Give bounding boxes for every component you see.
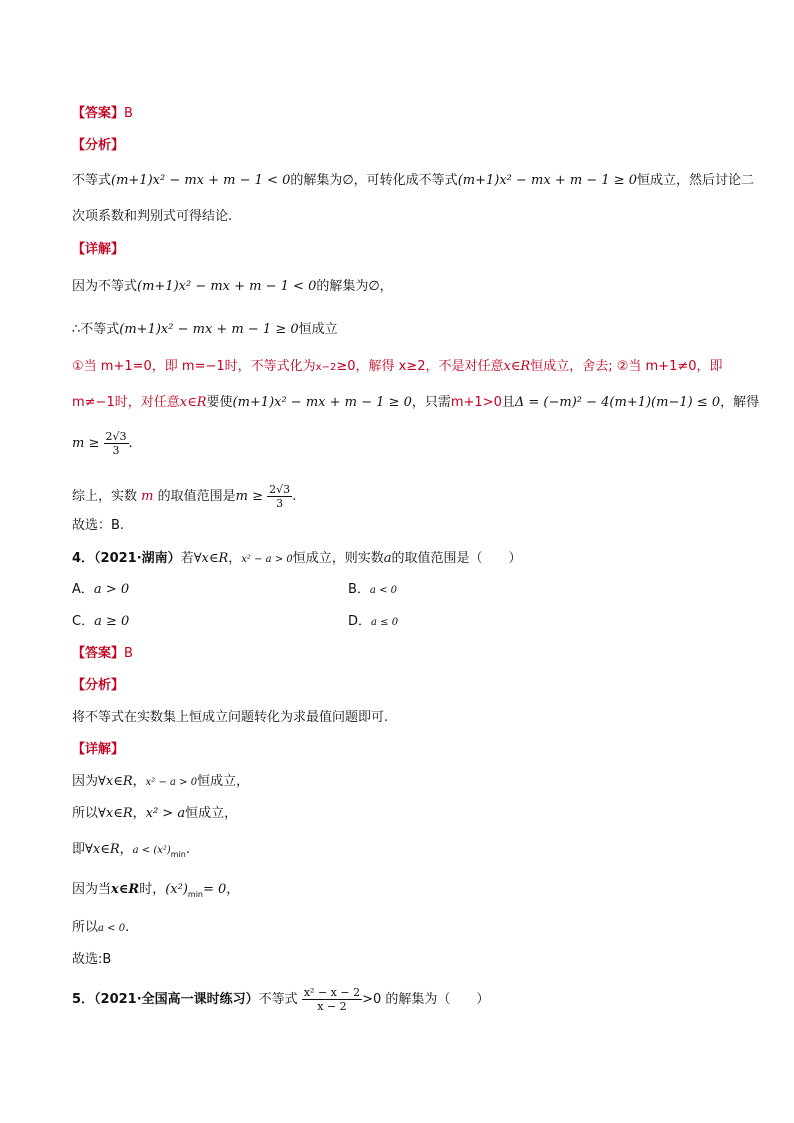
question-5-stem: 5．（2021·全国高一课时练习）不等式 $\frac{\text{x² − x − 2}}{x - 2}$ >0 的解集为（ ）: [72, 986, 490, 1013]
analysis-label: 【分析】: [72, 138, 125, 153]
q4-detail-line-5: 所以a < 0.: [72, 920, 130, 935]
q4-detail-line-3: 即∀x∈R，$a < (x^2)_{min}$.: [72, 842, 191, 859]
discriminant: Δ = (−m)² − 4(m+1)(m−1) ≤ 0: [514, 395, 721, 410]
option-d[interactable]: D．a ≤ 0: [348, 614, 399, 629]
choose-line: 故选：B.: [72, 518, 125, 533]
analysis-line-1: 不等式(m+1)x² − mx + m − 1 < 0的解集为∅，可转化成不等式(m+1)x² − mx + m − 1 ≥ 0恒成立，然后讨论二: [72, 173, 755, 188]
detail-label: 【详解】: [72, 242, 125, 257]
answer-row: [72, 104, 133, 124]
answer-value: B: [124, 106, 133, 121]
q4-detail-label: 【详解】: [72, 742, 125, 757]
result-m: m ≥ $\frac{2√3}{3}$ .: [72, 430, 133, 457]
analysis-line-2: 次项系数和判别式可得结论.: [72, 209, 233, 224]
option-b[interactable]: B．a < 0: [348, 582, 397, 597]
q4-detail-line-4: 因为当x∈R时，$(x^2)_{min}= 0$，: [72, 882, 240, 899]
q4-detail-line-2: 所以∀x∈R，x² > a恒成立，: [72, 806, 238, 821]
detail-line-2: ∴不等式(m+1)x² − mx + m − 1 ≥ 0恒成立: [72, 322, 338, 337]
option-a[interactable]: A．a > 0: [72, 582, 130, 597]
q4-choose: 故选:B: [72, 952, 112, 967]
fraction: $\frac{\text{x² − x − 2}}{x - 2}$: [303, 986, 361, 1013]
q4-answer-row: 【答案】B: [72, 646, 133, 661]
detail-line-1: 因为不等式(m+1)x² − mx + m − 1 < 0的解集为∅，: [72, 279, 393, 294]
answer-label: 【答案】: [72, 106, 125, 121]
case-line-1: ①当 m+1=0，即 m=−1时，不等式化为x−2≥0，解得 x≥2，不是对任意x∈R恒成立，舍去; ②当 m+1≠0，即: [72, 359, 723, 374]
case-line-2: m≠−1时，对任意x∈R要使(m+1)x² − mx + m − 1 ≥ 0，只需m+1>0且Δ = (−m)² − 4(m+1)(m−1) ≤ 0，解得: [72, 395, 760, 410]
fraction: $\frac{2√3}{3}$: [105, 430, 127, 457]
fraction: $\frac{2√3}{3}$: [269, 483, 291, 510]
option-c[interactable]: C．a ≥ 0: [72, 614, 130, 629]
q4-detail-line-1: 因为∀x∈R，x² − a > 0恒成立，: [72, 774, 250, 789]
inequality-lt: (m+1)x² − mx + m − 1 < 0: [111, 173, 291, 188]
question-4-stem: 4．（2021·湖南）若∀x∈R，x² − a > 0恒成立，则实数a的取值范围是（ ）: [72, 551, 522, 566]
inequality-ge: (m+1)x² − mx + m − 1 ≥ 0: [457, 173, 638, 188]
q4-analysis-text: 将不等式在实数集上恒成立问题转化为求最值问题即可.: [72, 710, 389, 725]
summary-line: 综上，实数 m 的取值范围是m ≥ $\frac{2√3}{3}$ .: [72, 483, 297, 510]
q4-analysis-label: 【分析】: [72, 678, 125, 693]
